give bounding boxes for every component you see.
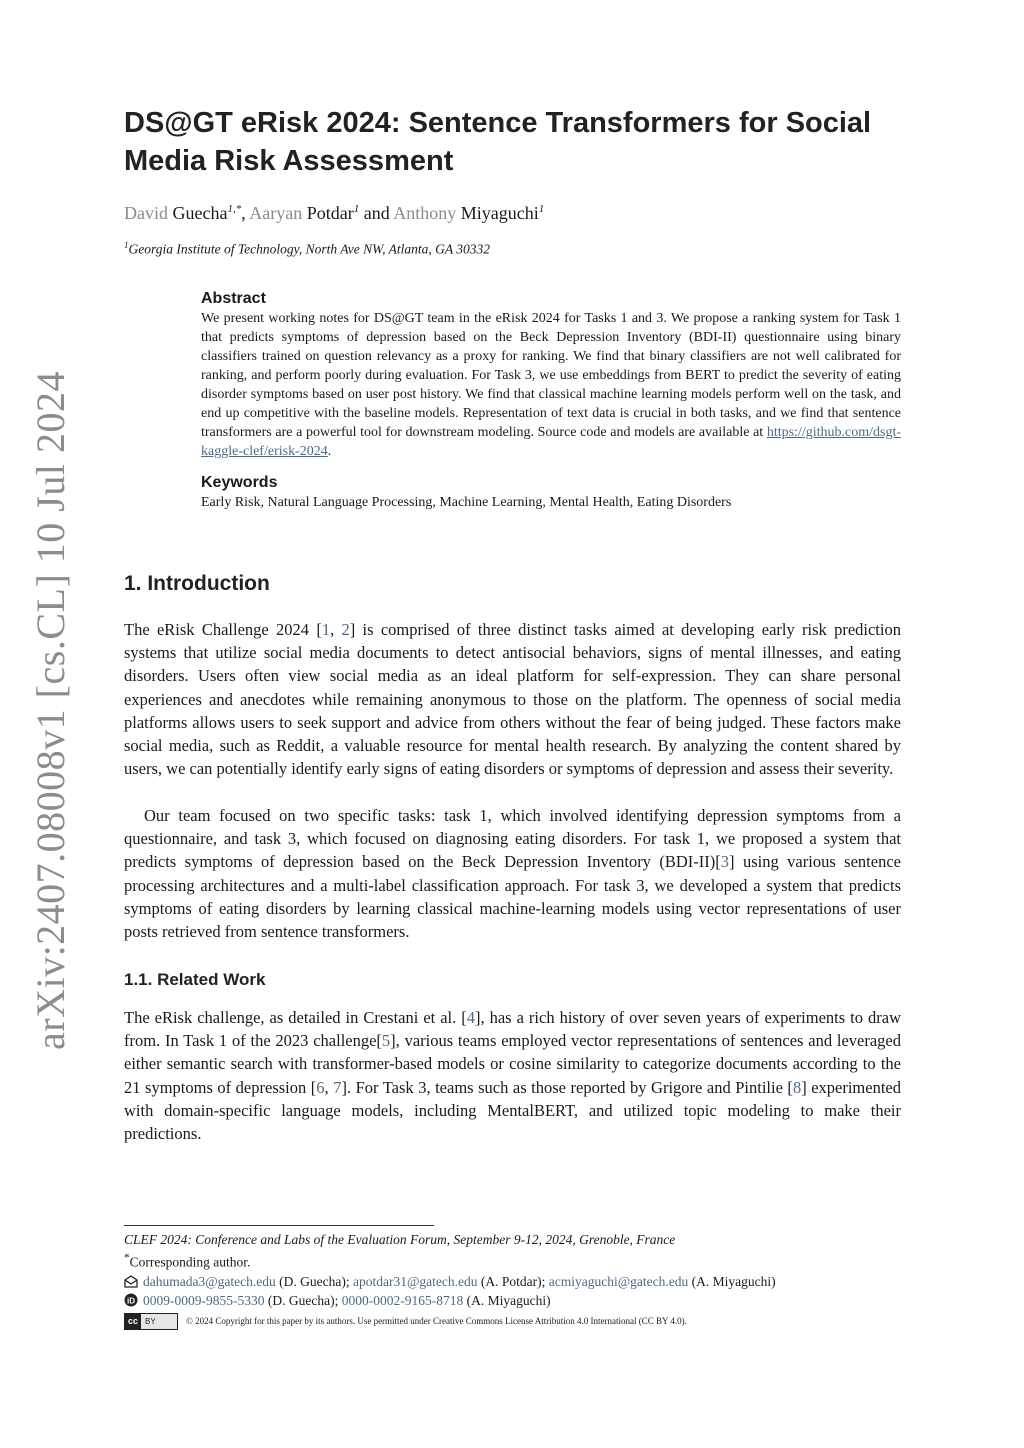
footnotes [124,1230,924,1331]
abstract-heading: Abstract [201,290,266,307]
corresponding-marker: * [124,1252,130,1264]
paragraph-text: ], has a rich history of over seven years of experiments to draw from. In Task 1 of the 2023 challenge[ [124,1008,901,1051]
affiliation-marker: 1 [124,240,129,250]
cc-by-label: BY [145,1316,156,1326]
affiliation-text: Georgia Institute of Technology, North Ave NW, Atlanta, GA 30332 [128,241,491,257]
svg-text:iD: iD [127,1296,135,1305]
copyright-footnote [124,1312,924,1331]
email-link[interactable]: dahumada3@gatech.edu [143,1273,276,1289]
abstract-text [201,309,901,461]
paragraph-text: ] experimented with domain-specific language models, including MentalBERT, and utilized topic modeling to make their predictions. [124,1077,902,1144]
conference-footnote [124,1230,924,1249]
abstract-end: . [327,444,332,459]
citation-link[interactable]: 3 [720,852,730,872]
email-link[interactable]: acmiyaguchi@gatech.edu [548,1273,689,1289]
orcid-owner: (D. Guecha); [264,1292,342,1308]
author-separator: and [359,203,394,223]
orcid-owner: (A. Miyaguchi) [463,1292,551,1308]
envelope-icon [124,1275,138,1288]
email-owner: (D. Guecha); [275,1273,353,1289]
orcid-icon [124,1293,138,1307]
related-work-paragraph [124,1006,901,1145]
paragraph-text: ], various teams employed vector representations of sentences and leveraged either semantic search with transformer-based models or cosine similarity to categorize documents according to the 21 symptoms of depression [ [124,1031,901,1097]
paragraph-text: , [330,620,342,639]
abstract-body: We present working notes for DS@GT team in the eRisk 2024 for Tasks 1 and 3. We propose a ranking system for Task 1 that predicts symptoms of depression based on the Beck Depression Inventory (BDI-II) questionnaire using binary classifiers trained on question relevancy as a proxy for ranking. We find that binary classifiers are not well calibrated for ranking, and perform poorly during evaluation. For Task 3, we use embeddings from BERT to predict the severity of eating disorder symptoms based on user post history. We find that classical machine learning models perform well on the task, and end up competitive with the baseline models. Representation of text data is crucial in both tasks, and we find that sentence transformers are a powerful tool for downstream modeling. Source code and models are available at [201,311,901,440]
orcid-link[interactable]: 0009-0009-9855-5330 [143,1292,265,1308]
email-owner: (A. Miyaguchi) [688,1273,776,1289]
affiliation [124,240,490,258]
copyright-text: © 2024 Copyright for this paper by its authors. Use permitted under Creative Commons License Attribution 4.0 International (CC BY 4.0). [186,1315,687,1326]
paragraph-text: The eRisk Challenge 2024 [ [124,620,322,639]
author-last-name: Potdar [302,203,354,223]
keywords-heading: Keywords [201,474,278,491]
cc-label: cc [125,1314,141,1329]
citation-link[interactable]: 6 [316,1077,325,1097]
source-code-link[interactable]: https://github.com/dsgt-kaggle-clef/erisk-2024 [201,425,901,459]
keywords-text: Early Risk, Natural Language Processing, Machine Learning, Mental Health, Eating Disorders [201,495,732,510]
conference-text: CLEF 2024: Conference and Labs of the Evaluation Forum, September 9-12, 2024, Grenoble, France [124,1232,676,1247]
paragraph-text: The eRisk challenge, as detailed in Crestani et al. [ [124,1008,467,1027]
author-first-name-link[interactable]: David [124,203,168,223]
paragraph-text: ]. For Task 3, teams such as those reported by Grigore and Pintilie [ [341,1077,793,1097]
author-separator: , [241,203,250,223]
footnote-rule [124,1225,434,1226]
title-line-2: Media Risk Assessment [124,145,454,177]
paragraph-text: ] is comprised of three distinct tasks aimed at developing early risk prediction systems that utilize social media documents to detect antisocial behaviors, signs of mental illnesses, and eating disorders. Users often view social media as an ideal platform for self-expression. They can share personal experiences and anecdotes while remaining anonymous to those on the platform. The openness of social media platforms allows users to seek support and advice from others without the fear of being judged. These factors make social media, such as Reddit, a valuable resource for mental health research. By analyzing the content shared by users, we can potentially identify early signs of eating disorders or symptoms of depression and assess their severity. [124,620,901,779]
citation-link[interactable]: 4 [466,1008,475,1027]
author-first-name-link[interactable]: Aaryan [249,203,303,223]
corresponding-footnote [124,1249,924,1272]
corresponding-text: Corresponding author. [129,1254,251,1270]
email-list [143,1274,776,1289]
keywords-block [201,474,901,512]
citation-link[interactable]: 7 [333,1077,342,1097]
paper-title [124,104,904,180]
author-affiliation-marker: 1 [538,203,545,215]
author-list [124,196,544,226]
author-affiliation-marker: 1,* [227,203,242,215]
email-footnote [124,1272,924,1291]
email-link[interactable]: apotdar31@gatech.edu [352,1273,478,1289]
introduction-paragraph-2 [124,804,901,943]
author-last-name: Guecha [168,203,228,223]
cc-by-license-icon [124,1313,178,1330]
paragraph-text: , [324,1077,334,1097]
arxiv-identifier: arXiv:2407.08008v1 [cs.CL] 10 Jul 2024 [28,371,73,1050]
section-heading-introduction: 1. Introduction [124,572,270,595]
citation-link[interactable]: 1 [321,620,331,639]
author-first-name-link[interactable]: Anthony [393,203,457,223]
title-line-1: DS@GT eRisk 2024: Sentence Transformers for Social [124,107,872,139]
orcid-list [143,1293,551,1308]
email-owner: (A. Potdar); [477,1273,549,1289]
paragraph-text: ] using various sentence processing architectures and a multi-label classification approach. For task 3, we developed a system that predicts symptoms of eating disorders by learning classical machine-learning models using vector representations of user posts retrieved from sentence transformers. [124,852,901,942]
abstract-block [201,290,901,461]
introduction-paragraph-1 [124,618,901,780]
orcid-footnote [124,1291,924,1310]
citation-link[interactable]: 8 [792,1077,802,1097]
paragraph-text: Our team focused on two specific tasks: task 1, which involved identifying depression symptoms from a questionnaire, and task 3, which focused on diagnosing eating disorders. For task 1, we proposed a system that predicts symptoms of depression based on the Beck Depression Inventory (BDI-II)[ [124,806,901,872]
section-heading-related-work: 1.1. Related Work [124,970,266,989]
author-affiliation-marker: 1 [353,203,360,215]
orcid-link[interactable]: 0000-0002-9165-8718 [341,1292,464,1308]
citation-link[interactable]: 2 [341,620,350,639]
citation-link[interactable]: 5 [381,1031,391,1051]
author-last-name: Miyaguchi [456,203,539,223]
